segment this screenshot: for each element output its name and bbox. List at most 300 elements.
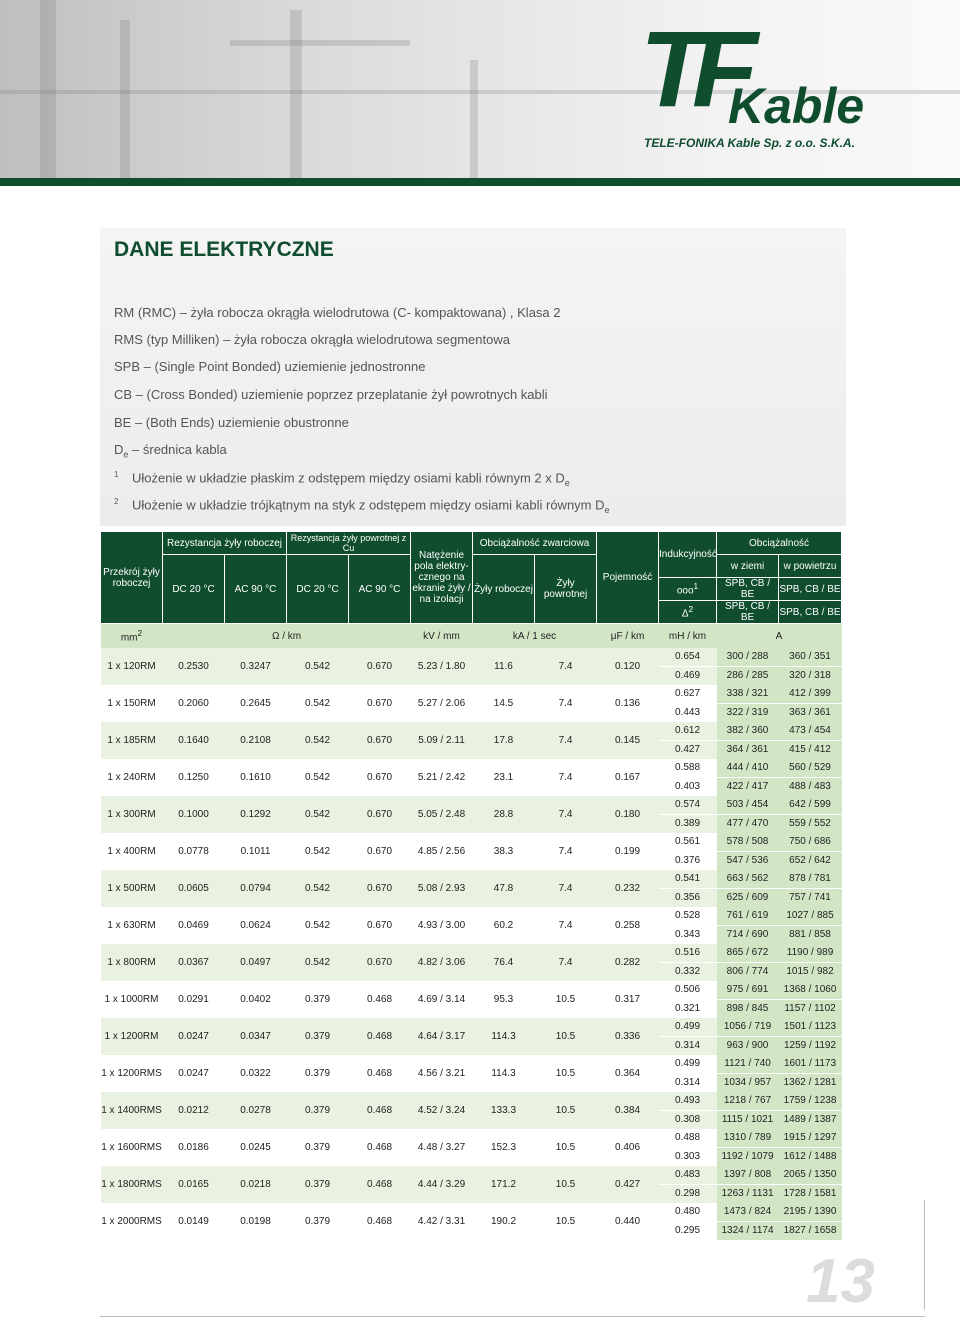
- table-row: [101, 796, 842, 833]
- table-row: [101, 1055, 842, 1092]
- cell-dc20: 0.0291: [163, 981, 225, 1018]
- cell-w-ziemi: [717, 944, 779, 981]
- electrical-data-table: [100, 531, 842, 1240]
- cell-indukcyjnosc: [659, 759, 717, 796]
- cell-indukcyjnosc-2: 0.321: [675, 1003, 701, 1014]
- cell-zr: 152.3: [473, 1129, 535, 1166]
- cell-przekroj: 1 x 1800RMS: [101, 1166, 163, 1203]
- cell-w-powietrzu: [779, 648, 842, 685]
- cell-indukcyjnosc: [659, 1203, 717, 1240]
- cell-w-ziemi-2: 286 / 285: [726, 670, 769, 681]
- cell-w-powietrzu-2: 1728 / 1581: [783, 1188, 837, 1199]
- cell-indukcyjnosc-2: 0.376: [675, 855, 701, 866]
- cell-dc20: 0.0778: [163, 833, 225, 870]
- cell-w-powietrzu-1: 1915 / 1297: [779, 1129, 842, 1148]
- cell-zp: 7.4: [535, 685, 597, 722]
- cell-indukcyjnosc-2: 0.427: [675, 744, 701, 755]
- cell-dc20-powrotna: 0.542: [287, 944, 349, 981]
- cell-indukcyjnosc: [659, 1166, 717, 1203]
- table-row: [101, 1166, 842, 1203]
- cell-indukcyjnosc-2: 0.308: [675, 1114, 701, 1125]
- cell-dc20-powrotna: 0.379: [287, 1092, 349, 1129]
- legend-de-sub: e: [123, 449, 129, 460]
- cell-dc20-powrotna: 0.379: [287, 1129, 349, 1166]
- cell-w-ziemi-1: 503 / 454: [717, 796, 779, 815]
- cell-w-ziemi-2: 477 / 470: [726, 818, 769, 829]
- cell-w-powietrzu-1: 2065 / 1350: [779, 1166, 842, 1185]
- col-rez-powrotna: Rezystancja żyły powrotnej z Cu: [287, 532, 411, 555]
- col-ac90-powrotna: AC 90 °C: [349, 555, 411, 624]
- col-w-powietrzu: w powietrzu: [779, 555, 842, 578]
- cell-natezenie: 4.56 / 3.21: [411, 1055, 473, 1092]
- unit-ka: kA / 1 sec: [473, 624, 597, 649]
- header-rule: [0, 178, 960, 186]
- cell-przekroj: 1 x 1200RMS: [101, 1055, 163, 1092]
- cell-zr: 23.1: [473, 759, 535, 796]
- cell-dc20-powrotna: 0.542: [287, 759, 349, 796]
- cell-w-ziemi-2: 1263 / 1131: [721, 1188, 774, 1199]
- cell-pojemnosc: 0.406: [597, 1129, 659, 1166]
- cell-natezenie: 4.48 / 3.27: [411, 1129, 473, 1166]
- legend-line-rm: RM (RMC) – żyła robocza okrągła wielodrutowa (C- kompaktowana) , Klasa 2: [114, 305, 561, 320]
- cell-zr: 95.3: [473, 981, 535, 1018]
- cell-przekroj: 1 x 1200RM: [101, 1018, 163, 1055]
- cell-w-ziemi-1: 578 / 508: [717, 833, 779, 852]
- cell-dc20: 0.0469: [163, 907, 225, 944]
- cell-przekroj: 1 x 150RM: [101, 685, 163, 722]
- cell-w-powietrzu: [779, 907, 842, 944]
- cell-zp: 7.4: [535, 648, 597, 685]
- cell-natezenie: 5.08 / 2.93: [411, 870, 473, 907]
- cell-indukcyjnosc-1: 0.561: [659, 833, 717, 852]
- cell-ac90: 0.1610: [225, 759, 287, 796]
- cell-w-ziemi: [717, 1018, 779, 1055]
- cell-w-ziemi: [717, 759, 779, 796]
- cell-zr: 14.5: [473, 685, 535, 722]
- cell-zp: 7.4: [535, 907, 597, 944]
- cell-przekroj: 1 x 800RM: [101, 944, 163, 981]
- cell-w-ziemi-2: 364 / 361: [726, 744, 769, 755]
- cell-ac90: 0.0245: [225, 1129, 287, 1166]
- cell-w-powietrzu: [779, 796, 842, 833]
- cell-dc20-powrotna: 0.379: [287, 1018, 349, 1055]
- cell-przekroj: 1 x 185RM: [101, 722, 163, 759]
- legend-footnote-1: [114, 470, 570, 488]
- col-przekroj: Przekrój żyły roboczej: [101, 532, 163, 624]
- cell-w-powietrzu-1: 1027 / 885: [779, 907, 842, 926]
- cell-indukcyjnosc: [659, 648, 717, 685]
- cell-dc20-powrotna: 0.542: [287, 833, 349, 870]
- footnote-1-text: Ułożenie w układzie płaskim z odstępem między osiami kabli równym 2 x D: [132, 470, 565, 486]
- cell-w-ziemi: [717, 648, 779, 685]
- cell-ac90-powrotna: 0.670: [349, 796, 411, 833]
- cell-zr: 28.8: [473, 796, 535, 833]
- cell-natezenie: 4.44 / 3.29: [411, 1166, 473, 1203]
- cell-zr: 190.2: [473, 1203, 535, 1240]
- unit-mm: [101, 624, 163, 649]
- cell-ac90: 0.1292: [225, 796, 287, 833]
- table-row: [101, 907, 842, 944]
- legend-de-symbol: D: [114, 442, 124, 457]
- side-rule: [924, 1200, 925, 1310]
- cell-zp: 7.4: [535, 722, 597, 759]
- cell-przekroj: 1 x 1600RMS: [101, 1129, 163, 1166]
- legend-line-spb: SPB – (Single Point Bonded) uziemienie jednostronne: [114, 359, 426, 374]
- cell-w-ziemi-2: 1324 / 1174: [721, 1225, 774, 1236]
- cell-dc20: 0.0149: [163, 1203, 225, 1240]
- cell-dc20-powrotna: 0.379: [287, 1055, 349, 1092]
- cell-zp: 10.5: [535, 1018, 597, 1055]
- cell-ac90: 0.2108: [225, 722, 287, 759]
- cell-indukcyjnosc: [659, 833, 717, 870]
- cell-natezenie: 4.52 / 3.24: [411, 1092, 473, 1129]
- legend-line-de: [114, 442, 227, 460]
- col-w-ziemi: w ziemi: [717, 555, 779, 578]
- cell-indukcyjnosc-1: 0.612: [659, 722, 717, 741]
- cell-indukcyjnosc: [659, 685, 717, 722]
- cell-w-powietrzu-2: 559 / 552: [789, 818, 831, 829]
- table-row: [101, 759, 842, 796]
- unit-a: A: [717, 624, 842, 649]
- cell-w-ziemi: [717, 981, 779, 1018]
- cell-dc20: 0.1000: [163, 796, 225, 833]
- cell-w-ziemi: [717, 870, 779, 907]
- cell-ac90: 0.0497: [225, 944, 287, 981]
- section-title: DANE ELEKTRYCZNE: [114, 238, 334, 261]
- cell-ac90-powrotna: 0.468: [349, 1018, 411, 1055]
- cell-w-ziemi-1: 1121 / 740: [717, 1055, 779, 1074]
- cell-w-ziemi-1: 761 / 619: [717, 907, 779, 926]
- col-natezenie: Natężenie pola elektry-cznego na ekranie żyły / na izolacji: [411, 532, 473, 624]
- cell-w-powietrzu: [779, 833, 842, 870]
- cell-indukcyjnosc-2: 0.443: [675, 707, 701, 718]
- table-row: [101, 648, 842, 685]
- cell-w-ziemi-2: 1115 / 1021: [721, 1114, 774, 1125]
- cell-w-ziemi-1: 1056 / 719: [717, 1018, 779, 1037]
- cell-indukcyjnosc-2: 0.303: [675, 1151, 701, 1162]
- cell-zp: 7.4: [535, 759, 597, 796]
- cell-w-ziemi-1: 1310 / 789: [717, 1129, 779, 1148]
- col-spb-3: SPB, CB / BE: [717, 601, 779, 624]
- logo-tf: TF: [640, 8, 744, 129]
- cell-indukcyjnosc-2: 0.389: [675, 818, 701, 829]
- cell-w-ziemi: [717, 1129, 779, 1166]
- cell-pojemnosc: 0.336: [597, 1018, 659, 1055]
- col-ac90: AC 90 °C: [225, 555, 287, 624]
- cell-zp: 7.4: [535, 870, 597, 907]
- cell-dc20: 0.0212: [163, 1092, 225, 1129]
- cell-w-ziemi: [717, 1092, 779, 1129]
- cell-indukcyjnosc-2: 0.298: [675, 1188, 701, 1199]
- cell-zp: 7.4: [535, 944, 597, 981]
- cell-pojemnosc: 0.120: [597, 648, 659, 685]
- cell-ac90: 0.0218: [225, 1166, 287, 1203]
- cell-indukcyjnosc-1: 0.574: [659, 796, 717, 815]
- col-zyly-robocza: Żyły roboczej: [473, 555, 535, 624]
- cell-indukcyjnosc: [659, 1018, 717, 1055]
- unit-ohm: Ω / km: [163, 624, 411, 649]
- cell-ac90-powrotna: 0.670: [349, 759, 411, 796]
- cell-zr: 114.3: [473, 1055, 535, 1092]
- cell-indukcyjnosc-1: 0.488: [659, 1129, 717, 1148]
- cell-pojemnosc: 0.317: [597, 981, 659, 1018]
- cell-zr: 38.3: [473, 833, 535, 870]
- col-pojemnosc: Pojemność: [597, 532, 659, 624]
- cell-dc20-powrotna: 0.542: [287, 648, 349, 685]
- cell-w-powietrzu: [779, 870, 842, 907]
- cell-dc20: 0.1640: [163, 722, 225, 759]
- cell-w-powietrzu-1: 1190 / 989: [779, 944, 842, 963]
- cell-w-ziemi: [717, 907, 779, 944]
- cell-w-powietrzu-2: 363 / 361: [789, 707, 831, 718]
- legend-line-rms: RMS (typ Milliken) – żyła robocza okrągła wielodrutowa segmentowa: [114, 332, 510, 347]
- cell-w-ziemi-2: 625 / 609: [726, 892, 769, 903]
- cell-dc20-powrotna: 0.542: [287, 796, 349, 833]
- cell-ac90-powrotna: 0.670: [349, 685, 411, 722]
- cell-w-ziemi-2: 898 / 845: [726, 1003, 769, 1014]
- footnote-2-sub: e: [604, 504, 610, 515]
- ind-sup2: 2: [688, 604, 694, 615]
- cell-w-powietrzu: [779, 1018, 842, 1055]
- cell-natezenie: 4.85 / 2.56: [411, 833, 473, 870]
- table-row: [101, 1203, 842, 1240]
- cell-w-powietrzu-2: 881 / 858: [789, 929, 831, 940]
- cell-w-powietrzu-2: 1362 / 1281: [783, 1077, 837, 1088]
- company-logo: [640, 8, 880, 154]
- cell-indukcyjnosc: [659, 1055, 717, 1092]
- cell-ac90: 0.3247: [225, 648, 287, 685]
- cell-dc20-powrotna: 0.379: [287, 981, 349, 1018]
- cell-indukcyjnosc: [659, 944, 717, 981]
- cell-indukcyjnosc-1: 0.516: [659, 944, 717, 963]
- cell-w-powietrzu-2: 757 / 741: [789, 892, 831, 903]
- cell-zr: 60.2: [473, 907, 535, 944]
- cell-w-ziemi-1: 663 / 562: [717, 870, 779, 889]
- unit-mm-sup: 2: [137, 628, 143, 639]
- cell-indukcyjnosc-1: 0.499: [659, 1018, 717, 1037]
- cell-ac90: 0.0278: [225, 1092, 287, 1129]
- cell-indukcyjnosc-1: 0.483: [659, 1166, 717, 1185]
- cell-zr: 171.2: [473, 1166, 535, 1203]
- cell-w-ziemi: [717, 1203, 779, 1240]
- cell-pojemnosc: 0.145: [597, 722, 659, 759]
- ind-symbol-flat: [659, 578, 717, 601]
- cell-w-powietrzu-1: 1368 / 1060: [779, 981, 842, 1000]
- table-row: [101, 944, 842, 981]
- cell-w-ziemi: [717, 1055, 779, 1092]
- cell-zr: 47.8: [473, 870, 535, 907]
- cell-w-powietrzu-1: 412 / 399: [779, 685, 842, 704]
- footnote-1-mark: 1: [114, 470, 119, 479]
- cell-pojemnosc: 0.199: [597, 833, 659, 870]
- col-spb-4: SPB, CB / BE: [779, 601, 842, 624]
- cell-w-powietrzu-1: 1501 / 1123: [779, 1018, 842, 1037]
- cell-w-powietrzu-2: 1827 / 1658: [783, 1225, 837, 1236]
- cell-natezenie: 5.05 / 2.48: [411, 796, 473, 833]
- cell-pojemnosc: 0.364: [597, 1055, 659, 1092]
- cell-indukcyjnosc-2: 0.356: [675, 892, 701, 903]
- units-row: [101, 624, 842, 649]
- cell-ac90: 0.0402: [225, 981, 287, 1018]
- cell-zp: 10.5: [535, 1092, 597, 1129]
- legend-de-text: – średnica kabla: [128, 442, 227, 457]
- cell-w-ziemi: [717, 685, 779, 722]
- cell-ac90-powrotna: 0.468: [349, 1055, 411, 1092]
- cell-w-powietrzu-1: 642 / 599: [779, 796, 842, 815]
- cell-dc20: 0.0247: [163, 1018, 225, 1055]
- cell-w-ziemi-1: 338 / 321: [717, 685, 779, 704]
- cell-w-ziemi-2: 547 / 536: [726, 855, 769, 866]
- table-row: [101, 833, 842, 870]
- cell-pojemnosc: 0.384: [597, 1092, 659, 1129]
- cell-w-powietrzu-1: 1601 / 1173: [779, 1055, 842, 1074]
- cell-w-ziemi-2: 1034 / 957: [723, 1077, 772, 1088]
- table-row: [101, 1092, 842, 1129]
- cell-w-powietrzu-2: 1489 / 1387: [783, 1114, 837, 1125]
- cell-w-powietrzu-1: 473 / 454: [779, 722, 842, 741]
- cell-w-ziemi-2: 422 / 417: [726, 781, 769, 792]
- cell-pojemnosc: 0.180: [597, 796, 659, 833]
- cell-przekroj: 1 x 120RM: [101, 648, 163, 685]
- cell-indukcyjnosc-1: 0.654: [659, 648, 717, 667]
- col-spb-2: SPB, CB / BE: [779, 578, 842, 601]
- cell-dc20: 0.2530: [163, 648, 225, 685]
- cell-zp: 7.4: [535, 796, 597, 833]
- cell-w-ziemi-2: 714 / 690: [726, 929, 769, 940]
- cell-przekroj: 1 x 1000RM: [101, 981, 163, 1018]
- cell-natezenie: 4.64 / 3.17: [411, 1018, 473, 1055]
- ind-sym1: ooo: [676, 585, 694, 597]
- logo-company: TELE-FONIKA Kable Sp. z o.o. S.K.A.: [644, 136, 855, 150]
- cell-w-powietrzu: [779, 1166, 842, 1203]
- cell-indukcyjnosc-1: 0.493: [659, 1092, 717, 1111]
- cell-natezenie: 5.27 / 2.06: [411, 685, 473, 722]
- col-indukcyjnosc: Indukcyjność: [659, 532, 717, 578]
- cell-ac90-powrotna: 0.670: [349, 722, 411, 759]
- cell-indukcyjnosc-1: 0.541: [659, 870, 717, 889]
- cell-dc20-powrotna: 0.542: [287, 685, 349, 722]
- page-number: 13: [806, 1247, 875, 1316]
- cell-w-powietrzu-1: 2195 / 1390: [779, 1203, 842, 1222]
- cell-zr: 76.4: [473, 944, 535, 981]
- cell-ac90: 0.0198: [225, 1203, 287, 1240]
- cell-w-ziemi: [717, 1166, 779, 1203]
- col-dc20-powrotna: DC 20 °C: [287, 555, 349, 624]
- cell-natezenie: 5.21 / 2.42: [411, 759, 473, 796]
- unit-mh: mH / km: [659, 624, 717, 649]
- cell-dc20: 0.0367: [163, 944, 225, 981]
- cell-przekroj: 1 x 240RM: [101, 759, 163, 796]
- cell-w-powietrzu-2: 488 / 483: [789, 781, 831, 792]
- footnote-1-sub: e: [564, 477, 570, 488]
- cell-indukcyjnosc: [659, 722, 717, 759]
- cell-indukcyjnosc-2: 0.295: [675, 1225, 701, 1236]
- cell-w-powietrzu-2: 1157 / 1102: [784, 1003, 836, 1014]
- cell-pojemnosc: 0.167: [597, 759, 659, 796]
- cell-ac90: 0.0322: [225, 1055, 287, 1092]
- cell-w-powietrzu: [779, 685, 842, 722]
- cell-w-ziemi-1: 300 / 288: [717, 648, 779, 667]
- cell-ac90-powrotna: 0.670: [349, 870, 411, 907]
- cell-indukcyjnosc-1: 0.528: [659, 907, 717, 926]
- cell-zp: 10.5: [535, 1166, 597, 1203]
- cell-indukcyjnosc: [659, 1129, 717, 1166]
- table-row: [101, 1129, 842, 1166]
- cell-w-ziemi-2: 806 / 774: [726, 966, 769, 977]
- cell-natezenie: 4.42 / 3.31: [411, 1203, 473, 1240]
- cell-w-ziemi-2: 1192 / 1079: [721, 1151, 774, 1162]
- cell-ac90-powrotna: 0.670: [349, 648, 411, 685]
- cell-ac90-powrotna: 0.468: [349, 1129, 411, 1166]
- cell-w-powietrzu-2: 1015 / 982: [786, 966, 834, 977]
- cell-dc20-powrotna: 0.379: [287, 1166, 349, 1203]
- cell-w-powietrzu-1: 1759 / 1238: [779, 1092, 842, 1111]
- cell-zr: 17.8: [473, 722, 535, 759]
- cell-dc20-powrotna: 0.542: [287, 870, 349, 907]
- cell-dc20-powrotna: 0.379: [287, 1203, 349, 1240]
- cell-dc20: 0.0186: [163, 1129, 225, 1166]
- cell-przekroj: 1 x 400RM: [101, 833, 163, 870]
- unit-uf: μF / km: [597, 624, 659, 649]
- cell-indukcyjnosc-2: 0.469: [675, 670, 701, 681]
- cell-indukcyjnosc-2: 0.314: [675, 1040, 701, 1051]
- cell-indukcyjnosc: [659, 981, 717, 1018]
- cell-natezenie: 4.82 / 3.06: [411, 944, 473, 981]
- cell-pojemnosc: 0.258: [597, 907, 659, 944]
- col-spb-1: SPB, CB / BE: [717, 578, 779, 601]
- cell-w-ziemi-1: 1473 / 824: [717, 1203, 779, 1222]
- cell-zr: 11.6: [473, 648, 535, 685]
- cell-indukcyjnosc-1: 0.627: [659, 685, 717, 704]
- cell-w-powietrzu-1: 360 / 351: [779, 648, 842, 667]
- cell-w-powietrzu-1: 878 / 781: [779, 870, 842, 889]
- cell-pojemnosc: 0.440: [597, 1203, 659, 1240]
- cell-w-ziemi-1: 975 / 691: [717, 981, 779, 1000]
- cell-przekroj: 1 x 2000RMS: [101, 1203, 163, 1240]
- cell-indukcyjnosc-1: 0.506: [659, 981, 717, 1000]
- cell-zp: 10.5: [535, 1129, 597, 1166]
- footnote-2-mark: 2: [114, 497, 119, 506]
- unit-kv: kV / mm: [411, 624, 473, 649]
- cell-dc20: 0.0165: [163, 1166, 225, 1203]
- cell-przekroj: 1 x 1400RMS: [101, 1092, 163, 1129]
- col-rez-robocza: Rezystancja żyły roboczej: [163, 532, 287, 555]
- cell-indukcyjnosc: [659, 870, 717, 907]
- cell-ac90-powrotna: 0.670: [349, 944, 411, 981]
- bottom-rule: [100, 1316, 925, 1317]
- cell-w-ziemi-2: 963 / 900: [726, 1040, 769, 1051]
- cell-indukcyjnosc: [659, 907, 717, 944]
- table-row: [101, 870, 842, 907]
- cell-ac90-powrotna: 0.468: [349, 1092, 411, 1129]
- cell-w-powietrzu: [779, 1055, 842, 1092]
- unit-mm-text: mm: [120, 632, 138, 644]
- cell-w-powietrzu-2: 320 / 318: [789, 670, 831, 681]
- cell-natezenie: 5.09 / 2.11: [411, 722, 473, 759]
- cell-indukcyjnosc-2: 0.403: [675, 781, 701, 792]
- col-obciazalnosc: Obciążalność: [717, 532, 842, 555]
- cell-w-ziemi: [717, 833, 779, 870]
- cell-dc20: 0.0605: [163, 870, 225, 907]
- cell-w-ziemi-1: 1218 / 767: [717, 1092, 779, 1111]
- legend-line-be: BE – (Both Ends) uziemienie obustronne: [114, 415, 349, 430]
- cell-w-ziemi-2: 322 / 319: [726, 707, 769, 718]
- cell-w-powietrzu: [779, 981, 842, 1018]
- legend-line-cb: CB – (Cross Bonded) uziemienie poprzez przeplatanie żył powrotnych kabli: [114, 387, 548, 402]
- cell-w-powietrzu-1: 750 / 686: [779, 833, 842, 852]
- cell-przekroj: 1 x 630RM: [101, 907, 163, 944]
- cell-indukcyjnosc-1: 0.499: [659, 1055, 717, 1074]
